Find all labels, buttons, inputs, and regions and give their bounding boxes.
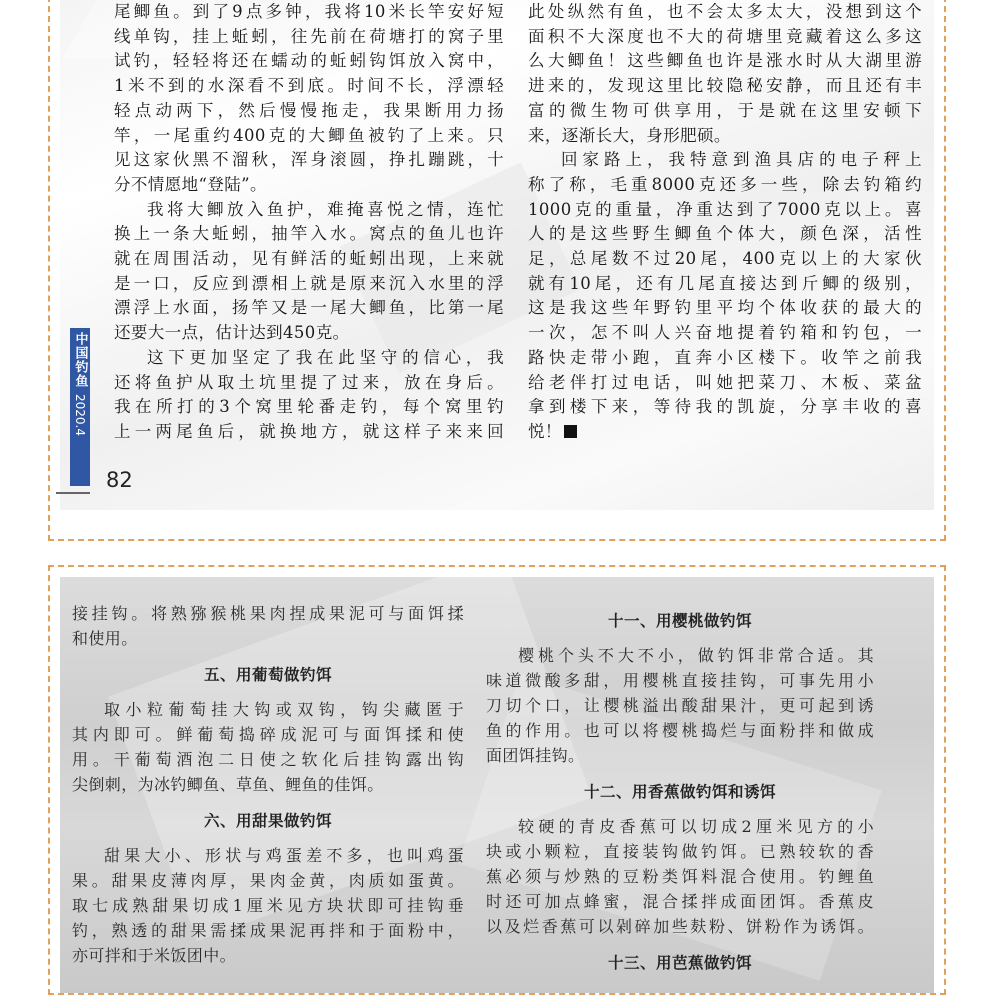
text-line: 拿到楼下来，等待我的凯旋，分享丰收的喜 bbox=[528, 397, 922, 417]
text-line: 就有10尾，还有几尾直接达到斤鲫的级别， bbox=[528, 273, 922, 293]
text-line: 蕉必须与炒熟的豆粉类饵料混合使用。钓鲤鱼 bbox=[486, 867, 874, 886]
text-line: 此处纵然有鱼，也不会太多太大，没想到这个 bbox=[528, 2, 922, 21]
text-line: 上一两尾鱼后，就换地方，就这样子来来回 bbox=[114, 421, 504, 441]
text-line: 味道微酸多甜，用樱桃直接挂钩，可事先用小 bbox=[486, 671, 874, 690]
text-line: 亦可拌和于米饭团中。 bbox=[72, 946, 237, 965]
section-heading: 十二、用香蕉做钓饵和诱饵 bbox=[583, 783, 776, 801]
text-line: 人的是这些野生鲫鱼个体大，颜色深，活性 bbox=[528, 224, 922, 244]
text-line: 还要大一点，估计达到450克。 bbox=[114, 323, 350, 343]
text-line: 这下更加坚定了我在此坚守的信心，我 bbox=[147, 347, 504, 367]
text-line: 来，逐渐长大，身形肥硕。 bbox=[528, 125, 731, 145]
text-line: 其内即可。鲜葡萄捣碎成泥可与面饵揉和使 bbox=[72, 725, 464, 744]
text-line: 称了称，毛重8000克还多一些，除去钓箱约 bbox=[528, 174, 922, 194]
text-line: 面积不大深度也不大的荷塘里竟藏着这么多这 bbox=[528, 26, 922, 46]
section-heading: 六、用甜果做钓饵 bbox=[203, 812, 332, 830]
magazine-name: 中国钓鱼 bbox=[72, 332, 88, 388]
text-line-end bbox=[528, 420, 922, 445]
text-line: 尖倒刺，为冰钓鲫鱼、草鱼、鲤鱼的佳饵。 bbox=[72, 775, 384, 794]
column-left bbox=[72, 601, 464, 968]
text-line: 尾鲫鱼。到了9点多钟，我将10米长竿安好短 bbox=[114, 2, 504, 21]
text-line: 轻点动两下，然后慢慢拖走，我果断用力扬 bbox=[114, 100, 504, 120]
text-line: 和使用。 bbox=[72, 629, 138, 648]
text-line: 用。干葡萄酒泡二日使之软化后挂钩露出钩 bbox=[72, 750, 464, 769]
text-line: 果。甜果皮薄肉厚，果肉金黄，肉质如蛋黄。 bbox=[72, 871, 464, 890]
text-line: 是一口，反应到漂相上就是原来沉入水里的浮 bbox=[114, 273, 504, 293]
text-line: 我在所打的3个窝里轮番走钓，每个窝里钓 bbox=[114, 397, 504, 417]
text-line: 取七成熟甜果切成1厘米见方块状即可挂钩垂 bbox=[72, 896, 464, 915]
section-heading: 十一、用樱桃做钓饵 bbox=[607, 612, 752, 630]
text-line: 就在周围活动，见有鲜活的蚯蚓出现，上来就 bbox=[114, 249, 504, 269]
text-line: 见这家伙黑不溜秋，浑身滚圆，挣扎蹦跳，十 bbox=[114, 150, 504, 170]
text-line: 竿，一尾重约400克的大鲫鱼被钓了上来。只 bbox=[114, 125, 504, 145]
text-line: 试钓，轻轻将还在蠕动的蚯蚓钩饵放入窝中， bbox=[114, 51, 504, 71]
text-line: 换上一条大蚯蚓，抽竿入水。窝点的鱼儿也许 bbox=[114, 224, 504, 244]
text-line: 漂浮上水面，扬竿又是一尾大鲫鱼，比第一尾 bbox=[114, 298, 504, 318]
text-line: 以及烂香蕉可以剁碎加些麸粉、饼粉作为诱饵。 bbox=[486, 917, 874, 936]
article-page-bottom bbox=[48, 565, 946, 995]
end-of-article-mark bbox=[564, 425, 577, 438]
text-line: 较硬的青皮香蕉可以切成2厘米见方的小 bbox=[518, 817, 874, 836]
text-line: 进来的，发现这里比较隐秘安静，而且还有丰 bbox=[528, 76, 922, 96]
text-line: 分不情愿地“登陆”。 bbox=[114, 174, 267, 194]
column-right bbox=[528, 0, 922, 445]
page-number: 82 bbox=[106, 468, 133, 492]
column-left bbox=[114, 0, 504, 445]
text-line: 么大鲫鱼！这些鲫鱼也许是涨水时从大湖里游 bbox=[528, 51, 922, 71]
text-line: 时还可加点蜂蜜，混合揉拌成面团饵。香蕉皮 bbox=[486, 892, 874, 911]
text-line: 富的微生物可供享用，于是就在这里安顿下 bbox=[528, 100, 922, 120]
text-line: 线单钩，挂上蚯蚓，往先前在荷塘打的窝子里 bbox=[114, 26, 504, 46]
text-line: 路快走带小跑，直奔小区楼下。收竿之前我 bbox=[528, 347, 922, 367]
text-line: 悦！ bbox=[528, 421, 562, 441]
text-line: 接挂钩。将熟猕猴桃果肉捏成果泥可与面饵揉 bbox=[72, 604, 464, 623]
text-line: 樱桃个头不大不小，做钓饵非常合适。其 bbox=[518, 646, 874, 665]
text-line: 刀切个口，让樱桃溢出酸甜果汁，更可起到诱 bbox=[486, 696, 874, 715]
magazine-side-label bbox=[70, 328, 90, 486]
text-line: 1000克的重量，净重达到了7000克以上。喜 bbox=[528, 199, 922, 219]
column-right bbox=[486, 601, 874, 985]
text-line: 甜果大小、形状与鸡蛋差不多，也叫鸡蛋 bbox=[104, 846, 464, 865]
text-line: 块或小颗粒，直接装钩做钓饵。已熟较软的香 bbox=[486, 842, 874, 861]
page-number-rule bbox=[56, 492, 90, 494]
section-heading: 五、用葡萄做钓饵 bbox=[203, 666, 332, 684]
article-page-top bbox=[48, 0, 946, 541]
text-line: 1米不到的水深看不到底。时间不长，浮漂轻 bbox=[114, 76, 504, 96]
text-line: 这是我这些年野钓里平均个体收获的最大的 bbox=[528, 298, 922, 318]
text-line: 我将大鲫放入鱼护，难掩喜悦之情，连忙 bbox=[147, 199, 504, 219]
text-line: 取小粒葡萄挂大钩或双钩，钩尖藏匿于 bbox=[104, 700, 464, 719]
text-line: 面团饵挂钩。 bbox=[486, 746, 585, 765]
text-line: 还将鱼护从取土坑里提了过来，放在身后。 bbox=[114, 372, 504, 392]
issue-number: 2020.4 bbox=[73, 394, 87, 436]
text-line: 鱼的作用。也可以将樱桃捣烂与面粉拌和做成 bbox=[486, 721, 874, 740]
text-line: 一次，怎不叫人兴奋地提着钓箱和钓包，一 bbox=[528, 323, 922, 343]
section-heading: 十三、用芭蕉做钓饵 bbox=[607, 954, 752, 972]
text-line: 钓，熟透的甜果需揉成果泥再拌和于面粉中， bbox=[72, 921, 464, 940]
text-line: 回家路上，我特意到渔具店的电子秤上 bbox=[561, 150, 922, 170]
text-line: 足，总尾数不过20尾，400克以上的大家伙 bbox=[528, 249, 922, 269]
text-line: 给老伴打过电话，叫她把菜刀、木板、菜盆 bbox=[528, 372, 922, 392]
